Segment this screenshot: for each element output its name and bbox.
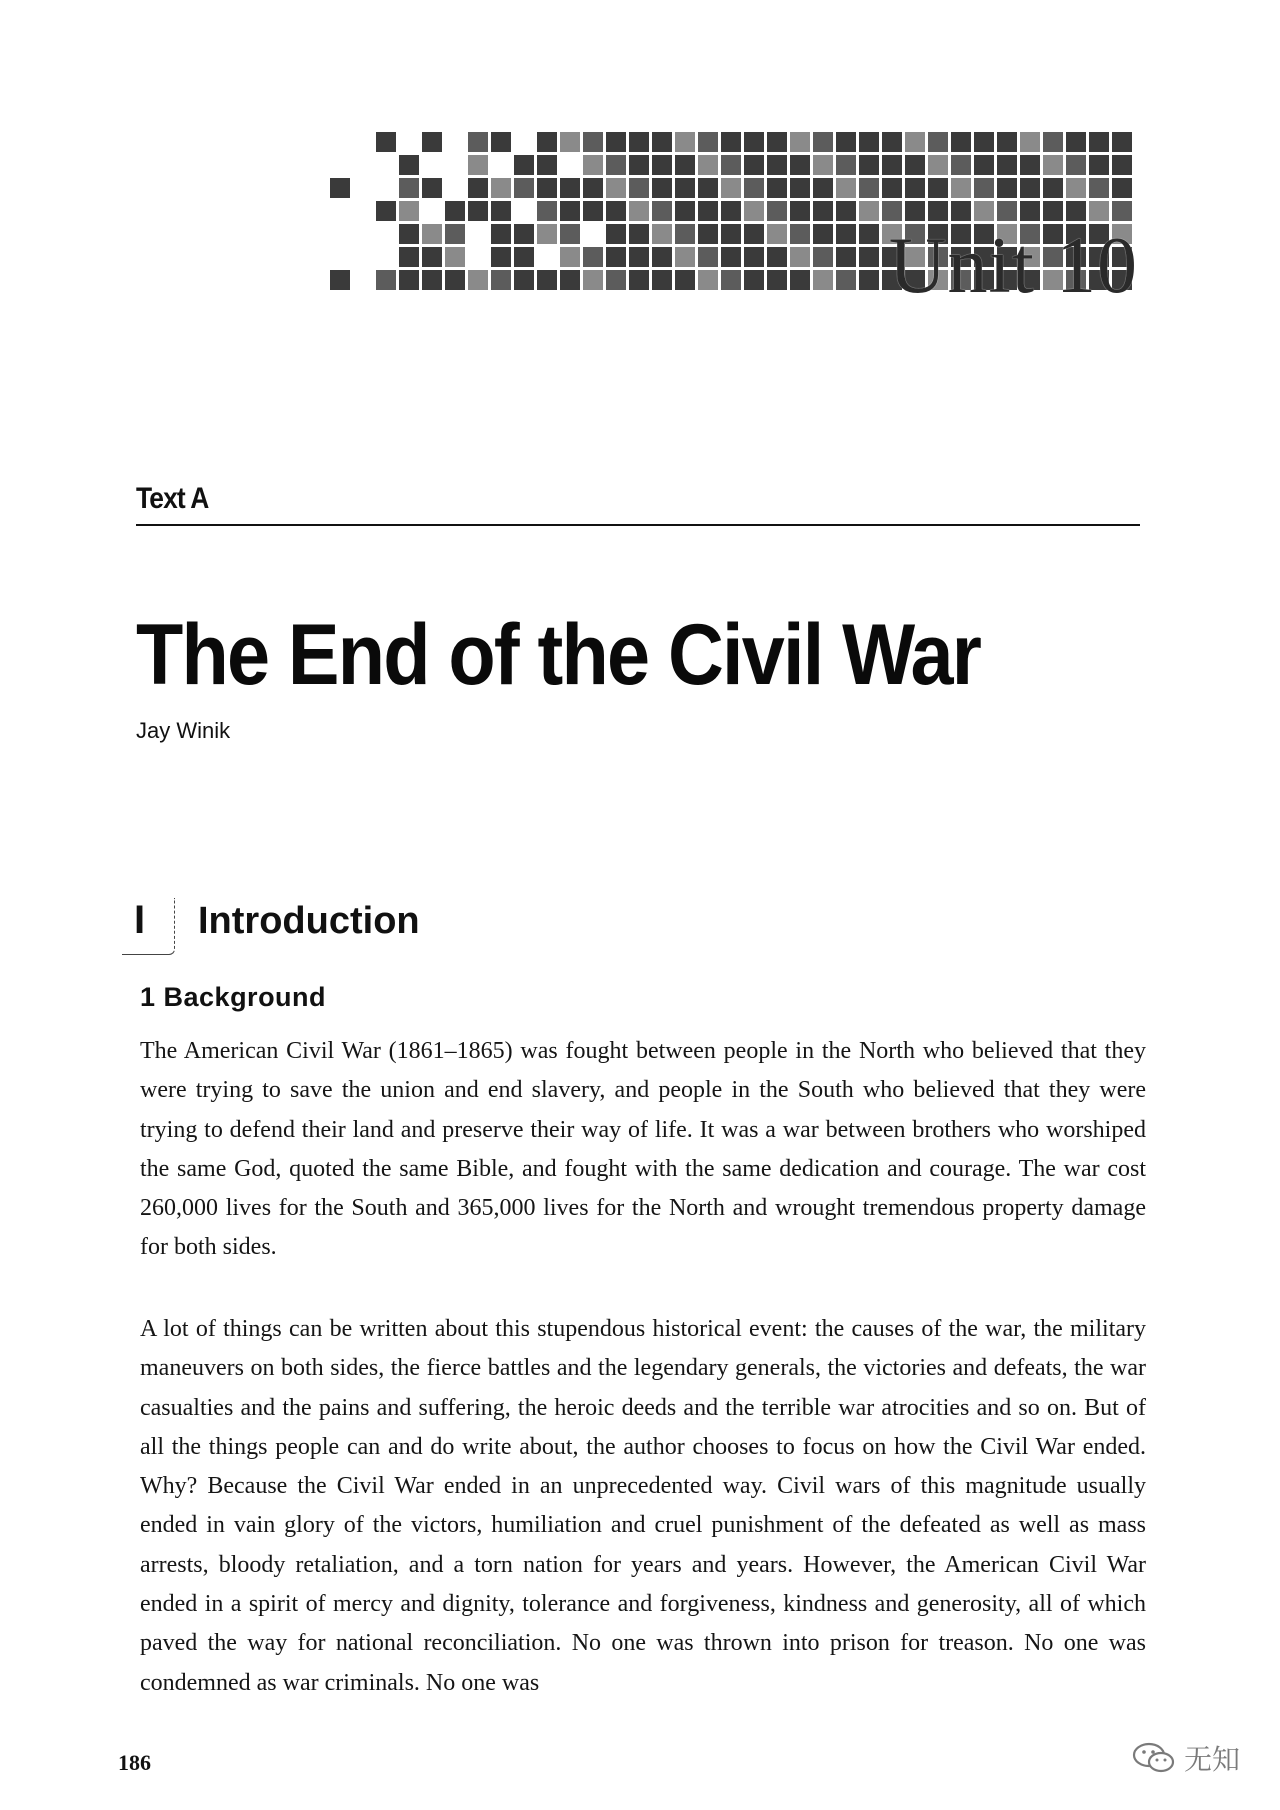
mosaic-tile — [767, 178, 787, 198]
mosaic-tile — [859, 224, 879, 244]
mosaic-tile — [767, 132, 787, 152]
mosaic-tile — [698, 224, 718, 244]
subsection-heading: 1 Background — [140, 982, 327, 1012]
mosaic-tile — [721, 224, 741, 244]
mosaic-tile — [675, 155, 695, 175]
mosaic-tile — [629, 132, 649, 152]
mosaic-tile — [1066, 155, 1086, 175]
mosaic-tile — [790, 224, 810, 244]
page-title: The End of the Civil War — [136, 607, 981, 703]
mosaic-tile — [445, 247, 465, 267]
mosaic-tile — [836, 132, 856, 152]
mosaic-tile — [629, 155, 649, 175]
mosaic-tile — [537, 270, 557, 290]
mosaic-tile — [905, 132, 925, 152]
mosaic-tile — [537, 178, 557, 198]
mosaic-tile — [537, 132, 557, 152]
mosaic-tile — [790, 270, 810, 290]
mosaic-tile — [330, 270, 350, 290]
mosaic-tile — [974, 178, 994, 198]
mosaic-tile — [583, 132, 603, 152]
mosaic-tile — [997, 178, 1017, 198]
mosaic-tile — [790, 201, 810, 221]
mosaic-tile — [790, 178, 810, 198]
mosaic-tile — [1020, 132, 1040, 152]
mosaic-tile — [491, 247, 511, 267]
mosaic-tile — [859, 247, 879, 267]
mosaic-tile — [399, 201, 419, 221]
mosaic-tile — [790, 247, 810, 267]
mosaic-tile — [813, 178, 833, 198]
mosaic-tile — [905, 155, 925, 175]
mosaic-tile — [974, 132, 994, 152]
mosaic-tile — [859, 178, 879, 198]
mosaic-tile — [882, 201, 902, 221]
mosaic-tile — [629, 201, 649, 221]
mosaic-tile — [583, 201, 603, 221]
mosaic-tile — [583, 155, 603, 175]
mosaic-tile — [698, 178, 718, 198]
mosaic-tile — [744, 247, 764, 267]
mosaic-tile — [698, 247, 718, 267]
mosaic-tile — [376, 132, 396, 152]
mosaic-tile — [1066, 178, 1086, 198]
mosaic-tile — [675, 224, 695, 244]
mosaic-tile — [744, 201, 764, 221]
mosaic-tile — [491, 201, 511, 221]
author-name: Jay Winik — [136, 718, 231, 743]
mosaic-tile — [859, 155, 879, 175]
mosaic-tile — [1112, 201, 1132, 221]
mosaic-tile — [583, 178, 603, 198]
mosaic-tile — [560, 132, 580, 152]
mosaic-tile — [445, 224, 465, 244]
mosaic-tile — [744, 270, 764, 290]
mosaic-tile — [767, 247, 787, 267]
mosaic-tile — [767, 270, 787, 290]
mosaic-tile — [882, 178, 902, 198]
mosaic-tile — [1043, 132, 1063, 152]
mosaic-tile — [399, 155, 419, 175]
watermark-text: 无知 — [1183, 1743, 1240, 1776]
mosaic-tile — [652, 201, 672, 221]
mosaic-tile — [721, 270, 741, 290]
mosaic-tile — [1112, 155, 1132, 175]
mosaic-tile — [422, 178, 442, 198]
mosaic-tile — [836, 224, 856, 244]
mosaic-tile — [675, 178, 695, 198]
mosaic-tile — [905, 178, 925, 198]
mosaic-tile — [537, 201, 557, 221]
section-label-rule — [136, 524, 1140, 526]
unit-title: Unit 10 — [888, 222, 1138, 310]
mosaic-tile — [491, 224, 511, 244]
mosaic-tile — [652, 178, 672, 198]
mosaic-tile — [836, 178, 856, 198]
mosaic-tile — [422, 224, 442, 244]
mosaic-tile — [422, 270, 442, 290]
mosaic-tile — [422, 247, 442, 267]
mosaic-tile — [1043, 155, 1063, 175]
mosaic-tile — [675, 247, 695, 267]
mosaic-tile — [491, 178, 511, 198]
mosaic-tile — [1020, 201, 1040, 221]
mosaic-tile — [422, 132, 442, 152]
mosaic-tile — [928, 178, 948, 198]
mosaic-tile — [583, 270, 603, 290]
mosaic-tile — [468, 270, 488, 290]
mosaic-tile — [767, 155, 787, 175]
mosaic-tile — [606, 155, 626, 175]
mosaic-tile — [1089, 201, 1109, 221]
mosaic-tile — [813, 247, 833, 267]
mosaic-tile — [606, 132, 626, 152]
mosaic-tile — [652, 247, 672, 267]
mosaic-tile — [629, 224, 649, 244]
mosaic-tile — [882, 155, 902, 175]
mosaic-tile — [399, 224, 419, 244]
mosaic-tile — [583, 247, 603, 267]
mosaic-tile — [836, 155, 856, 175]
mosaic-tile — [790, 132, 810, 152]
mosaic-tile — [813, 132, 833, 152]
page-number: 186 — [118, 1750, 151, 1775]
mosaic-tile — [997, 132, 1017, 152]
mosaic-tile — [560, 270, 580, 290]
mosaic-tile — [606, 201, 626, 221]
mosaic-tile — [514, 155, 534, 175]
mosaic-tile — [698, 270, 718, 290]
mosaic-tile — [836, 201, 856, 221]
mosaic-tile — [997, 155, 1017, 175]
mosaic-tile — [606, 224, 626, 244]
mosaic-tile — [491, 132, 511, 152]
mosaic-tile — [468, 132, 488, 152]
mosaic-tile — [974, 155, 994, 175]
mosaic-tile — [399, 270, 419, 290]
section-label: Text A — [136, 482, 209, 515]
watermark — [1132, 1738, 1240, 1778]
mosaic-tile — [629, 178, 649, 198]
mosaic-tile — [951, 155, 971, 175]
mosaic-tile — [836, 247, 856, 267]
mosaic-tile — [1112, 178, 1132, 198]
mosaic-tile — [698, 155, 718, 175]
mosaic-tile — [905, 201, 925, 221]
mosaic-tile — [629, 270, 649, 290]
mosaic-tile — [813, 224, 833, 244]
mosaic-tile — [698, 201, 718, 221]
mosaic-tile — [836, 270, 856, 290]
mosaic-tile — [560, 247, 580, 267]
mosaic-tile — [514, 270, 534, 290]
mosaic-tile — [445, 270, 465, 290]
mosaic-tile — [1089, 178, 1109, 198]
mosaic-tile — [721, 155, 741, 175]
mosaic-tile — [721, 247, 741, 267]
mosaic-tile — [330, 178, 350, 198]
mosaic-tile — [560, 178, 580, 198]
section-numeral: I — [134, 898, 146, 942]
mosaic-tile — [606, 270, 626, 290]
mosaic-tile — [606, 247, 626, 267]
mosaic-tile — [675, 132, 695, 152]
mosaic-tile — [813, 201, 833, 221]
mosaic-tile — [974, 201, 994, 221]
mosaic-tile — [859, 132, 879, 152]
mosaic-tile — [882, 132, 902, 152]
mosaic-tile — [560, 201, 580, 221]
mosaic-tile — [491, 270, 511, 290]
mosaic-tile — [606, 178, 626, 198]
mosaic-tile — [1066, 132, 1086, 152]
mosaic-tile — [1089, 155, 1109, 175]
mosaic-tile — [928, 132, 948, 152]
mosaic-tile — [468, 178, 488, 198]
mosaic-tile — [928, 201, 948, 221]
mosaic-tile — [767, 224, 787, 244]
mosaic-tile — [813, 270, 833, 290]
body-paragraph: A lot of things can be written about this stupendous historical event: the causes of the war, the military maneuvers on both sides, the fierce battles and the legendary generals, the victories and defeats, the war casualties and the pains and suffering, the heroic deeds and the terrible war atrocities and so on. But of all the things people can and do write about, the author chooses to focus on how the Civil War ended. Why? Because the Civil War ended in an unprecedented way. Civil wars of this magnitude usually ended in vain glory of the victors, humiliation and cruel punishment of the defeated as well as mass arrests, bloody retaliation, and a torn nation for years and years. However, the American Civil War ended in a spirit of mercy and dignity, tolerance and forgiveness, kindness and generosity, all of which paved the way for national reconciliation. No one was thrown into prison for treason. No one was condemned as war criminals. No one was — [140, 1316, 1146, 1696]
mosaic-tile — [859, 270, 879, 290]
body-paragraph: The American Civil War (1861–1865) was fought between people in the North who believed that they were trying to save the union and end slavery, and people in the South who believed that they were trying to defend their land and preserve their way of life. It was a war between brothers who worshiped the same God, quoted the same Bible, and fought with the same dedication and courage. The war cost 260,000 lives for the South and 365,000 lives for the North and wrought tremendous property damage for both sides. — [140, 1038, 1146, 1261]
mosaic-tile — [514, 178, 534, 198]
mosaic-tile — [721, 132, 741, 152]
mosaic-tile — [790, 155, 810, 175]
section-heading: Introduction — [198, 900, 420, 942]
mosaic-tile — [514, 247, 534, 267]
mosaic-tile — [744, 132, 764, 152]
mosaic-tile — [445, 201, 465, 221]
mosaic-tile — [928, 155, 948, 175]
mosaic-tile — [1089, 132, 1109, 152]
mosaic-tile — [1043, 201, 1063, 221]
wechat-icon — [1132, 1741, 1176, 1775]
mosaic-tile — [951, 178, 971, 198]
mosaic-tile — [744, 155, 764, 175]
mosaic-tile — [767, 201, 787, 221]
mosaic-tile — [399, 178, 419, 198]
mosaic-tile — [859, 201, 879, 221]
mosaic-tile — [1020, 155, 1040, 175]
mosaic-tile — [399, 247, 419, 267]
mosaic-tile — [629, 247, 649, 267]
mosaic-tile — [1043, 178, 1063, 198]
mosaic-tile — [652, 224, 672, 244]
mosaic-tile — [537, 155, 557, 175]
mosaic-tile — [652, 132, 672, 152]
section-numeral-bracket — [122, 898, 175, 955]
mosaic-tile — [721, 201, 741, 221]
mosaic-tile — [675, 201, 695, 221]
mosaic-tile — [951, 132, 971, 152]
mosaic-tile — [698, 132, 718, 152]
mosaic-tile — [997, 201, 1017, 221]
mosaic-tile — [468, 155, 488, 175]
mosaic-tile — [652, 155, 672, 175]
mosaic-tile — [376, 201, 396, 221]
mosaic-tile — [951, 201, 971, 221]
mosaic-tile — [1066, 201, 1086, 221]
mosaic-tile — [1112, 132, 1132, 152]
mosaic-tile — [744, 178, 764, 198]
mosaic-tile — [813, 155, 833, 175]
mosaic-tile — [1020, 178, 1040, 198]
mosaic-tile — [675, 270, 695, 290]
mosaic-tile — [721, 178, 741, 198]
mosaic-tile — [744, 224, 764, 244]
mosaic-tile — [376, 270, 396, 290]
mosaic-tile — [652, 270, 672, 290]
mosaic-tile — [468, 201, 488, 221]
mosaic-tile — [560, 224, 580, 244]
mosaic-tile — [537, 224, 557, 244]
mosaic-tile — [514, 224, 534, 244]
